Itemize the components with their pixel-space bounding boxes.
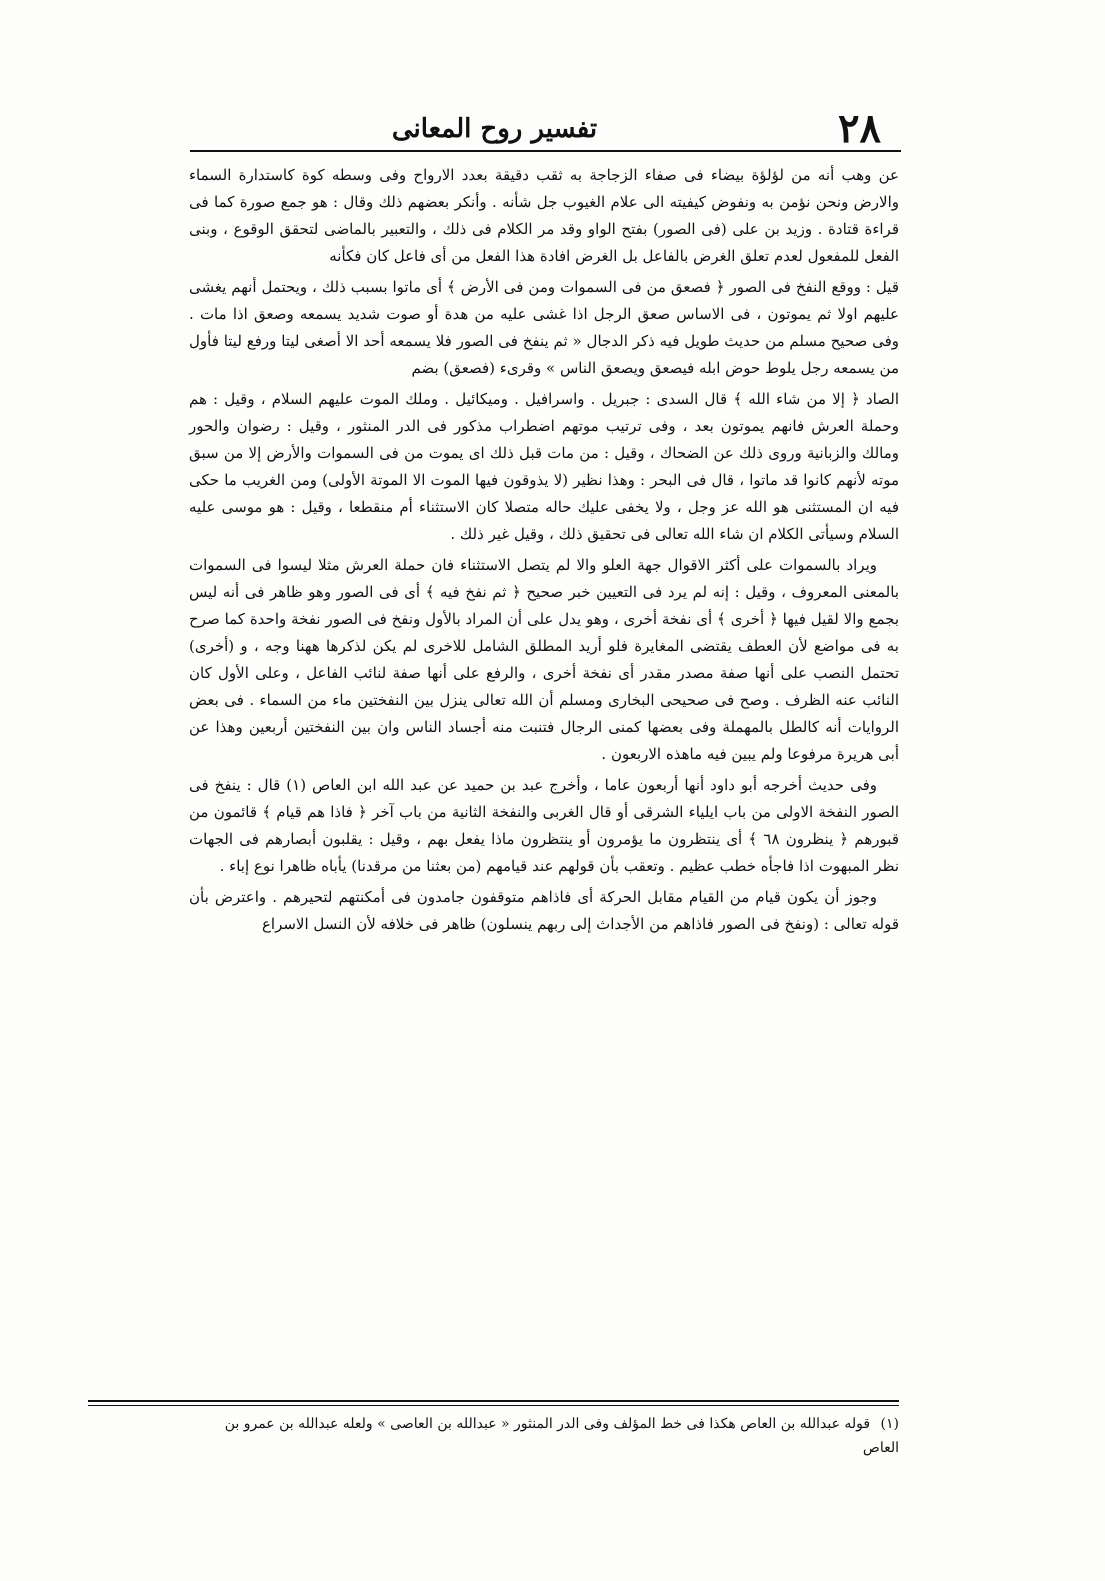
footnote-divider-thin [88, 1405, 899, 1406]
page-header [88, 104, 901, 154]
running-title: تفسير روح المعانى [391, 114, 598, 144]
main-text [189, 162, 899, 942]
footnote-divider [88, 1400, 899, 1402]
paragraph: الصاد ﴿ إلا من شاء الله ﴾ قال السدى : جبريل . واسرافيل . وميكائيل . وملك الموت عليهم السلام ، وقيل : هم وحملة العرش فانهم يموتون بعد ، وفى ترتيب موتهم اضطراب مذكور فى الدر المنثور ، وقيل : رضوان والحور ومالك والزبانية وروى ذلك عن الضحاك ، وقيل : من مات قبل ذلك اى يموت من فى السموات والأرض إلا من سبق موته لأنهم كانوا قد ماتوا ، قال فى البحر : وهذا نظير (لا يذوقون فيها الموت الا الموتة الأولى) ومن الغريب ما حكى فيه ان المستثنى هو الله عز وجل ، ولا يخفى عليك حاله متصلا كان الاستثناء أم منقطعا ، وقيل : هو موسى عليه السلام وسيأتى الكلام ان شاء الله تعالى فى تحقيق ذلك ، وقيل غير ذلك . [189, 390, 899, 543]
footnote-marker: (١) [880, 1416, 899, 1432]
paragraph: ويراد بالسموات على أكثر الاقوال جهة العلو والا لم يتصل الاستثناء فان حملة العرش مثلا ليسوا فى السموات بالمعنى المعروف ، وقيل : إنه لم يرد فى التعيين خبر صحيح ﴿ ثم نفخ فيه ﴾ أى فى الصور وهو ظاهر فى أنه ليس بجمع والا لقيل فيها ﴿ أخرى ﴾ أى نفخة أخرى ، وهو يدل على أن المراد بالأول ونفخ فى الصور نفخة واحدة كما صرح به فى مواضع لأن العطف يقتضى المغايرة فلو أريد المطلق الشامل للاخرى لم يكن لذكرها ههنا وجه ، و (أخرى) تحتمل النصب على أنها صفة مصدر مقدر أى نفخة أخرى ، والرفع على أنها صفة لنائب الفاعل ، وعلى الأول كان النائب عنه الظرف . وصح فى صحيحى البخارى ومسلم أن الله تعالى ينزل بين النفختين ماء من السماء . فى بعض الروايات أنه كالطل بالمهملة وفى بعضها كمنى الرجال فتنبت منه أجساد الناس وان بين النفختين أربعين وهذا عن أبى هريرة مرفوعا ولم يبين فيه ماهذه الاربعون . [189, 556, 899, 763]
footnote [189, 1412, 899, 1460]
paragraph: وجوز أن يكون قيام من القيام مقابل الحركة أى فاذاهم متوقفون جامدون فى أمكنتهم لتحيرهم . واعترض بأن قوله تعالى : (ونفخ فى الصور فاذاهم من الأجداث إلى ربهم ينسلون) ظاهر فى خلافه لأن النسل الاسراع [189, 888, 899, 933]
paragraph: وفى حديث أخرجه أبو داود أنها أربعون عاما ، وأخرج عبد بن حميد عن عبد الله ابن العاص (١) قال : ينفخ فى الصور النفخة الاولى من باب ايلياء الشرقى أو قال الغربى والنفخة الثانية من باب آخر ﴿ فاذا هم قيام ﴾ قائمون من قبورهم ﴿ ينظرون ٦٨ ﴾ أى ينتظرون ما يؤمرون أو ينتظرون ماذا يفعل بهم ، وقيل : يقلبون أبصارهم فى الجهات نظر المبهوت اذا فاجأه خطب عظيم . وتعقب بأن قولهم عند قيامهم (من بعثنا من مرقدنا) يأباه ظاهرا نوع إباء . [189, 776, 899, 875]
header-divider [190, 150, 901, 152]
page-number: ٢٨ [838, 105, 881, 152]
paragraph: قيل : ووقع النفخ فى الصور ﴿ فصعق من فى السموات ومن فى الأرض ﴾ أى ماتوا بسبب ذلك ، ويحتمل أنهم يغشى عليهم اولا ثم يموتون ، فى الاساس صعق الرجل اذا غشى عليه من هدة أو صوت شديد يسمعه وصعق اذا مات . وفى صحيح مسلم من حديث طويل فيه ذكر الدجال « ثم ينفخ فى الصور فلا يسمعه أحد الا أصغى ليتا ورفع ليتا فأول من يسمعه رجل يلوط حوض ابله فيصعق ويصعق الناس » وقرىء (فصعق) بضم [189, 278, 899, 377]
footnote-text: قوله عبدالله بن العاص هكذا فى خط المؤلف وفى الدر المنثور « عبدالله بن العاصى » ولعله عبدالله بن عمرو بن العاص [224, 1416, 899, 1456]
paragraph: عن وهب أنه من لؤلؤة بيضاء فى صفاء الزجاجة به ثقب دقيقة بعدد الارواح وفى وسطه كوة كاستدارة السماء والارض ونحن نؤمن به ونفوض كيفيته الى علام الغيوب جل شأنه . وأنكر بعضهم ذلك وقال : هو جمع صورة كما فى قراءة قتادة . وزيد بن على (فى الصور) بفتح الواو وقد مر الكلام فى ذلك ، والتعبير بالماضى لتحقق الوقوع ، وبنى الفعل للمفعول لعدم تعلق الغرض بالفاعل بل الغرض افادة هذا الفعل من أى فاعل كان فكأنه [189, 166, 899, 265]
